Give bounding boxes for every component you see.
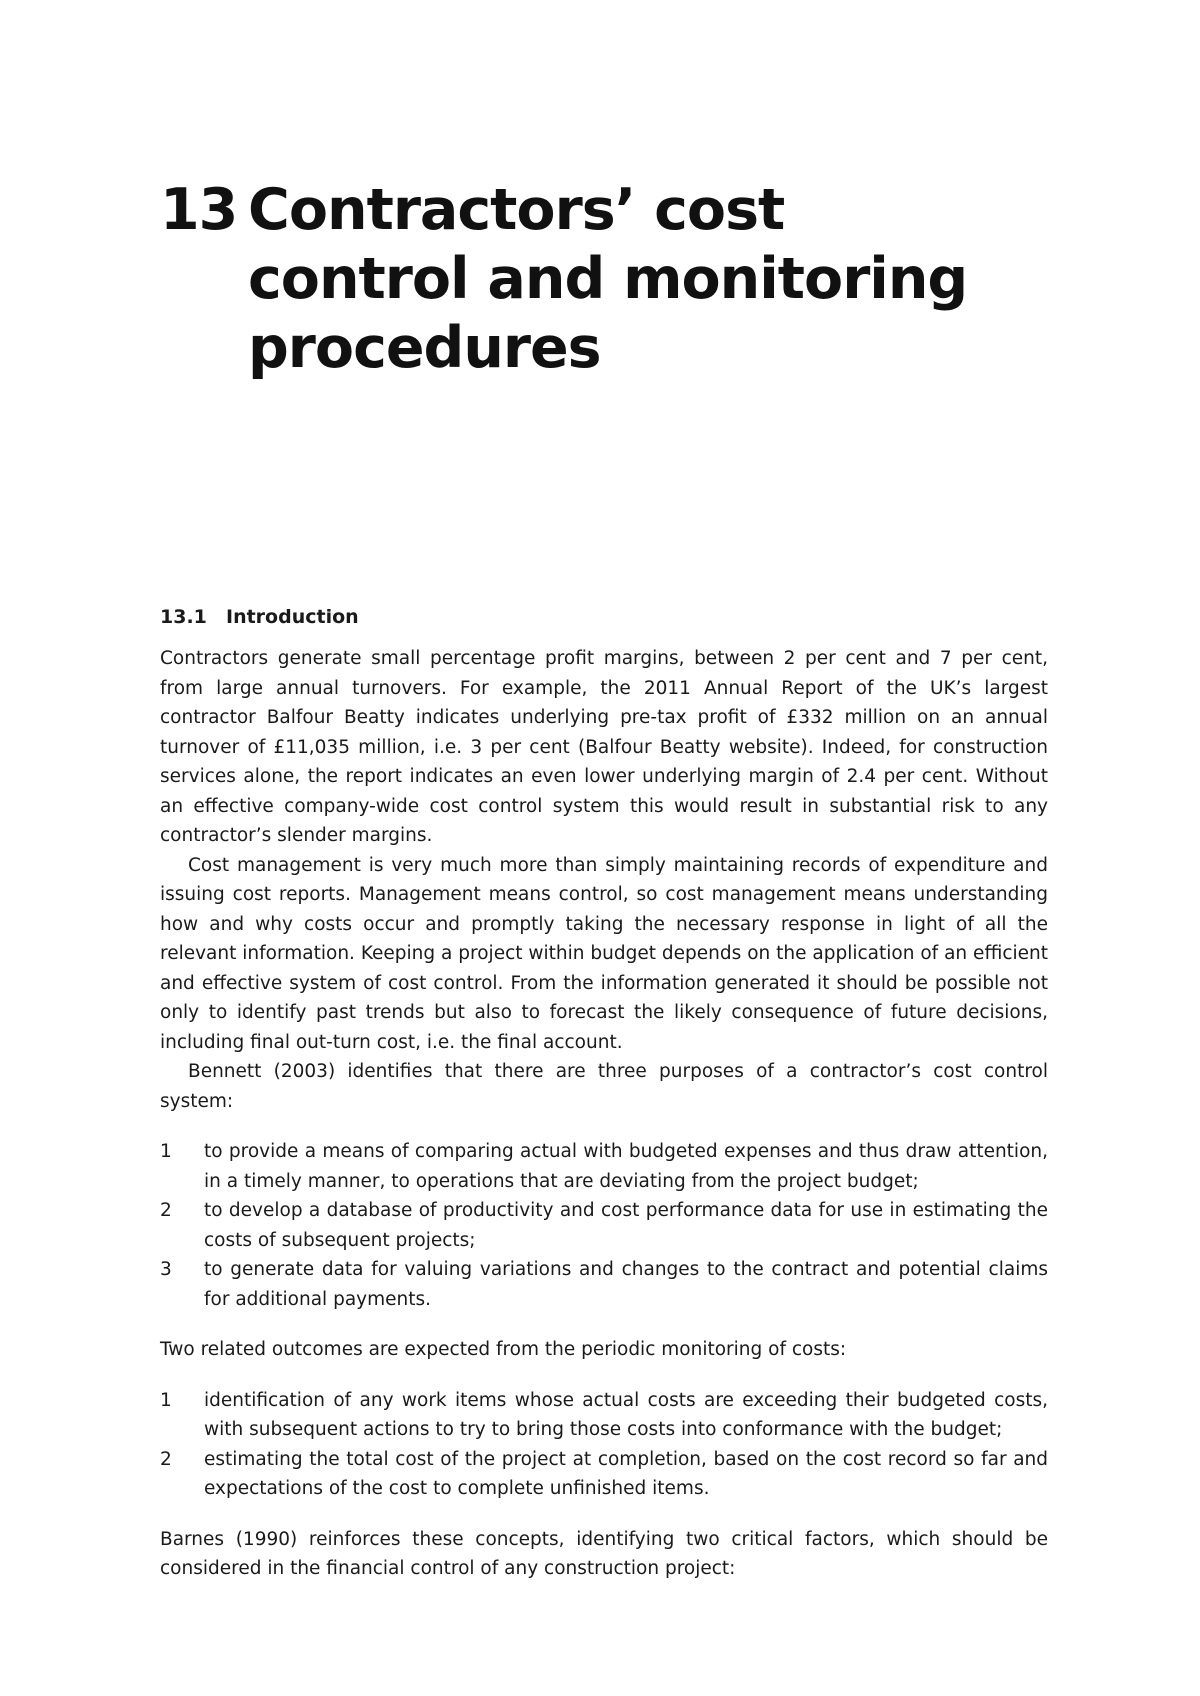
paragraph-barnes: Barnes (1990) reinforces these concepts, identifying two critical factors, which should be considered in the financial control of any construction project: xyxy=(160,1528,1048,1579)
paragraph-intro: Contractors generate small percentage profit margins, between 2 per cent and 7 per cent, from large annual turnovers. For example, the 2011 Annual Report of the UK’s largest contractor Balfour Beatty indicates underlying pre-tax profit of £332 million on an annual turnover of £11,035 million, i.e. 3 per cent (Balfour Beatty website). Indeed, for construction services alone, the report indicates an even lower underlying margin of 2.4 per cent. Without an effective company-wide cost control system this would result in substantial risk to any contractor’s slender margins. xyxy=(160,648,1048,846)
purposes-list xyxy=(160,1137,1048,1314)
section-number: 13.1 xyxy=(160,606,207,628)
outcomes-list xyxy=(160,1386,1048,1504)
list-item-text: to develop a database of productivity and cost performance data for use in estimating the costs of subsequent projects; xyxy=(204,1200,1048,1251)
list-item-text: identification of any work items whose actual costs are exceeding their budgeted costs, with subsequent actions to try to bring those costs into conformance with the budget; xyxy=(204,1389,1048,1440)
list-item-number: 1 xyxy=(160,1389,172,1411)
list-item xyxy=(160,1386,1048,1445)
body-text xyxy=(160,603,1048,1584)
paragraph-bennett: Bennett (2003) identifies that there are three purposes of a contractor’s cost control system: xyxy=(160,1061,1048,1112)
section-heading xyxy=(160,603,1048,632)
list-item-number: 1 xyxy=(160,1141,172,1162)
chapter-number: 13 xyxy=(160,177,238,243)
list-item-text: to provide a means of comparing actual with budgeted expenses and thus draw attention, in a timely manner, to operations that are deviating from the project budget; xyxy=(204,1141,1048,1192)
chapter-title xyxy=(160,176,1060,383)
list-item xyxy=(160,1137,1048,1196)
section-title: Introduction xyxy=(226,606,359,628)
list-item-number: 2 xyxy=(160,1200,172,1221)
list-item-text: estimating the total cost of the project at completion, based on the cost record so far and expectations of the cost to complete unfinished items. xyxy=(204,1448,1048,1499)
list-item xyxy=(160,1196,1048,1255)
list-item-number: 2 xyxy=(160,1448,172,1470)
list-item-text: to generate data for valuing variations and changes to the contract and potential claims for additional payments. xyxy=(204,1259,1048,1310)
list-item-number: 3 xyxy=(160,1259,172,1280)
chapter-heading: Contractors’ cost control and monitoring procedures xyxy=(248,177,968,381)
paragraph-cost-management: Cost management is very much more than simply maintaining records of expenditure and issuing cost reports. Management means control, so cost management means understanding how and why costs occur and promptly taking the necessary response in light of all the relevant information. Keeping a project within budget depends on the application of an efficient and effective system of cost control. From the information generated it should be possible not only to identify past trends but also to forecast the likely consequence of future decisions, including final out-turn cost, i.e. the final account. xyxy=(160,854,1048,1053)
list-item xyxy=(160,1255,1048,1314)
list-item xyxy=(160,1445,1048,1504)
paragraph-outcomes: Two related outcomes are expected from the periodic monitoring of costs: xyxy=(160,1339,847,1360)
